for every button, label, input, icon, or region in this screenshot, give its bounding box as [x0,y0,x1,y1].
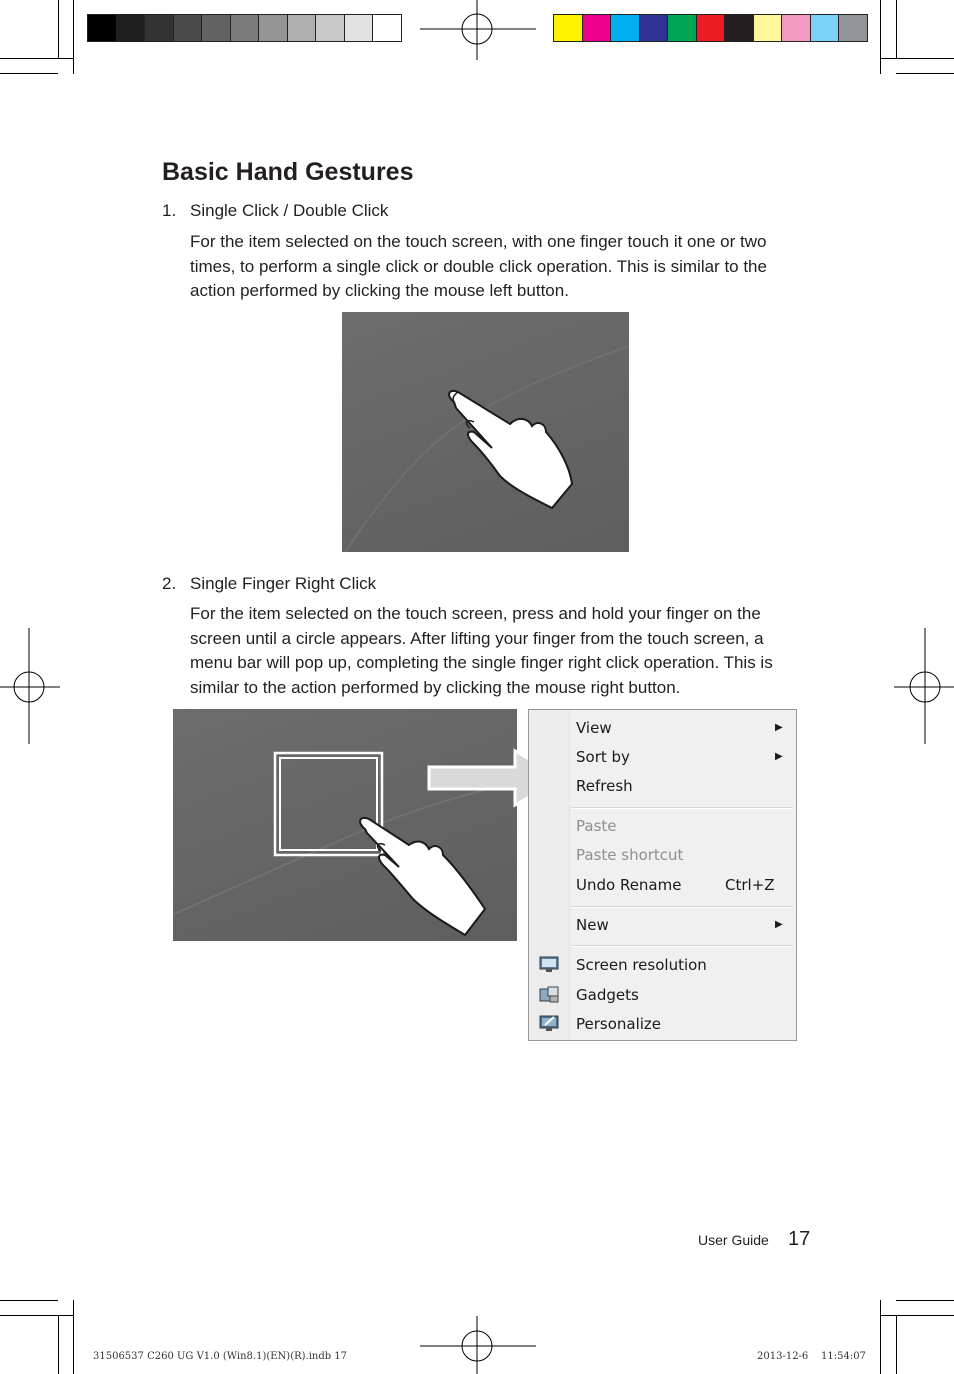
color-swatch [811,15,840,41]
color-swatch [725,15,754,41]
gray-swatch [117,15,146,41]
gadgets-icon [539,986,559,1003]
color-swatch [640,15,669,41]
gray-swatch [88,15,117,41]
page-heading: Basic Hand Gestures [162,158,414,186]
color-swatch [668,15,697,41]
item-2-description: For the item selected on the touch screen, press and hold your finger on the screen until a circle appears. After lifting your finger from the touch screen, a menu bar will pop up, completing the single finger right click operation. This is similar to the action performed by clicking the mouse right button. [190,604,773,697]
menu-item-gadgets[interactable]: Gadgets [576,986,639,1004]
footer-label: User Guide [698,1232,769,1248]
undo-rename-shortcut: Ctrl+Z [725,876,775,894]
slug-timestamp: 2013-12-6 11:54:07 [757,1351,866,1362]
single-tap-illustration [342,312,629,552]
registration-mark-right [894,628,954,744]
color-swatch [583,15,612,41]
menu-separator [571,945,793,947]
gray-swatch [316,15,345,41]
item-1-number: 1. [162,201,177,220]
item-1-description: For the item selected on the touch screen, with one finger touch it one or two times, to perform a single click or double click operation. This is similar to the action performed by clicking the mouse left button. [190,232,767,301]
registration-mark-top [420,0,536,60]
color-swatch [697,15,726,41]
registration-mark-bottom [420,1316,536,1374]
color-swatch [554,15,583,41]
new-submenu-arrow-icon: ▶ [775,919,783,930]
page-number: 17 [788,1228,811,1250]
menu-item-paste[interactable]: Paste [576,817,617,835]
registration-mark-left [0,628,60,744]
view-submenu-arrow-icon: ▶ [775,722,783,733]
menu-item-refresh[interactable]: Refresh [576,777,633,795]
screen-resolution-icon [539,956,559,973]
color-swatch-bar [553,14,868,42]
menu-separator [571,807,793,809]
personalize-icon [539,1015,559,1032]
gray-swatch-bar [87,14,402,42]
sort-by-submenu-arrow-icon: ▶ [775,751,783,762]
menu-item-undo-rename[interactable]: Undo Rename [576,876,682,894]
item-2-title: Single Finger Right Click [190,574,377,593]
gray-swatch [345,15,374,41]
press-hold-hand-icon [173,709,517,941]
menu-item-view[interactable]: View [576,719,612,737]
gray-swatch [174,15,203,41]
color-swatch [754,15,783,41]
gray-swatch [145,15,174,41]
menu-item-screen-resolution[interactable]: Screen resolution [576,956,707,974]
color-swatch [839,15,867,41]
menu-item-personalize[interactable]: Personalize [576,1015,662,1033]
gray-swatch [202,15,231,41]
gray-swatch [288,15,317,41]
press-hold-illustration [173,709,517,941]
menu-item-sort-by[interactable]: Sort by [576,748,630,766]
menu-separator [571,906,793,908]
color-swatch [782,15,811,41]
menu-item-paste-shortcut[interactable]: Paste shortcut [576,846,684,864]
color-swatch [611,15,640,41]
item-1-title: Single Click / Double Click [190,201,389,220]
gray-swatch [231,15,260,41]
gray-swatch [373,15,401,41]
tap-hand-icon [342,312,629,552]
item-2-number: 2. [162,574,177,593]
context-menu [528,709,797,1041]
menu-item-new[interactable]: New [576,916,609,934]
gray-swatch [259,15,288,41]
slug-file-name: 31506537 C260 UG V1.0 (Win8.1)(EN)(R).indb 17 [93,1351,348,1362]
